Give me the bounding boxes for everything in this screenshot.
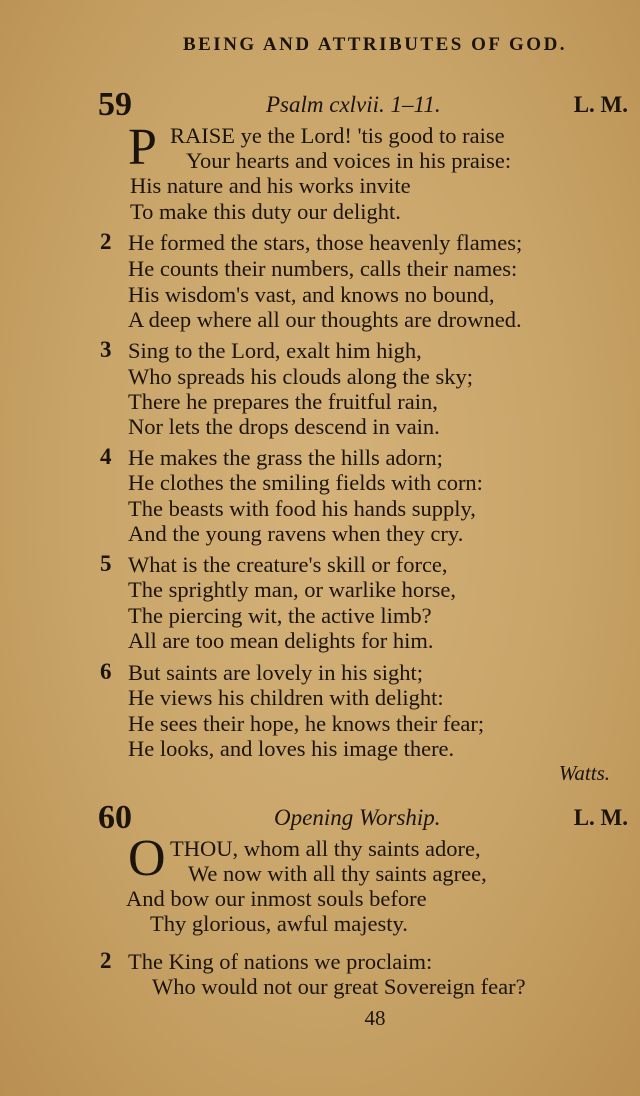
hymn-meter: L. M. (573, 92, 628, 117)
verse-line: To make this duty our delight. (130, 199, 401, 224)
verse-number: 2 (100, 229, 112, 254)
verse-number: 2 (100, 948, 112, 973)
verse-line: Nor lets the drops descend in vain. (128, 414, 440, 439)
hymn-59-heading (0, 86, 640, 126)
page-number: 48 (364, 1006, 386, 1030)
hymn-number: 59 (98, 86, 132, 123)
verse-line: Your hearts and voices in his praise: (186, 148, 512, 173)
verse-line: His nature and his works invite (130, 173, 411, 198)
verse-number: 3 (100, 337, 112, 362)
verse-line: And the young ravens when they cry. (128, 521, 464, 546)
verse-line: But saints are lovely in his sight; (128, 660, 423, 685)
verse-line: He sees their hope, he knows their fear; (128, 711, 485, 736)
verse-number: 4 (100, 444, 112, 469)
verse-line: He looks, and loves his image there. (128, 736, 455, 761)
verse-line: A deep where all our thoughts are drowned. (128, 307, 522, 332)
verse-line: Who would not our great Sovereign fear? (152, 974, 526, 999)
verse-number: 5 (100, 551, 112, 576)
verse-line: There he prepares the fruitful rain, (128, 389, 438, 414)
verse-line: He formed the stars, those heavenly flames; (128, 230, 523, 255)
verse-line: His wisdom's vast, and knows no bound, (128, 282, 495, 307)
verse-line: What is the creature's skill or force, (128, 552, 448, 577)
hymn-number: 60 (98, 799, 132, 836)
drop-cap: P (128, 119, 157, 176)
verse-line: We now with all thy saints agree, (188, 861, 487, 886)
hymn-source: Opening Worship. (274, 805, 441, 830)
verse-line: He makes the grass the hills adorn; (128, 445, 443, 470)
verse-line: And bow our inmost souls before (126, 886, 427, 911)
verse-line: He views his children with delight: (128, 685, 444, 710)
drop-cap: O (128, 830, 166, 887)
hymn-meter: L. M. (573, 805, 628, 830)
verse-line: The piercing wit, the active limb? (128, 603, 432, 628)
verse-line: He clothes the smiling fields with corn: (128, 470, 483, 495)
verse-line: Sing to the Lord, exalt him high, (128, 338, 422, 363)
hymn-author: Watts. (558, 761, 610, 785)
verse-line: He counts their numbers, calls their names: (128, 256, 518, 281)
verse-line: All are too mean delights for him. (128, 628, 434, 653)
verse-number: 6 (100, 659, 112, 684)
verse-line: The King of nations we proclaim: (128, 949, 433, 974)
running-header: BEING AND ATTRIBUTES OF GOD. (182, 34, 568, 55)
hymn-60-heading (0, 799, 640, 839)
hymn-source: Psalm cxlvii. 1–11. (266, 92, 441, 117)
verse-line: Who spreads his clouds along the sky; (128, 364, 473, 389)
verse-line: RAISE ye the Lord! 'tis good to raise (170, 123, 505, 148)
verse-line: THOU, whom all thy saints adore, (170, 836, 481, 861)
verse-line: The beasts with food his hands supply, (128, 496, 476, 521)
verse-line: Thy glorious, awful majesty. (150, 911, 408, 936)
verse-line: The sprightly man, or warlike horse, (128, 577, 457, 602)
